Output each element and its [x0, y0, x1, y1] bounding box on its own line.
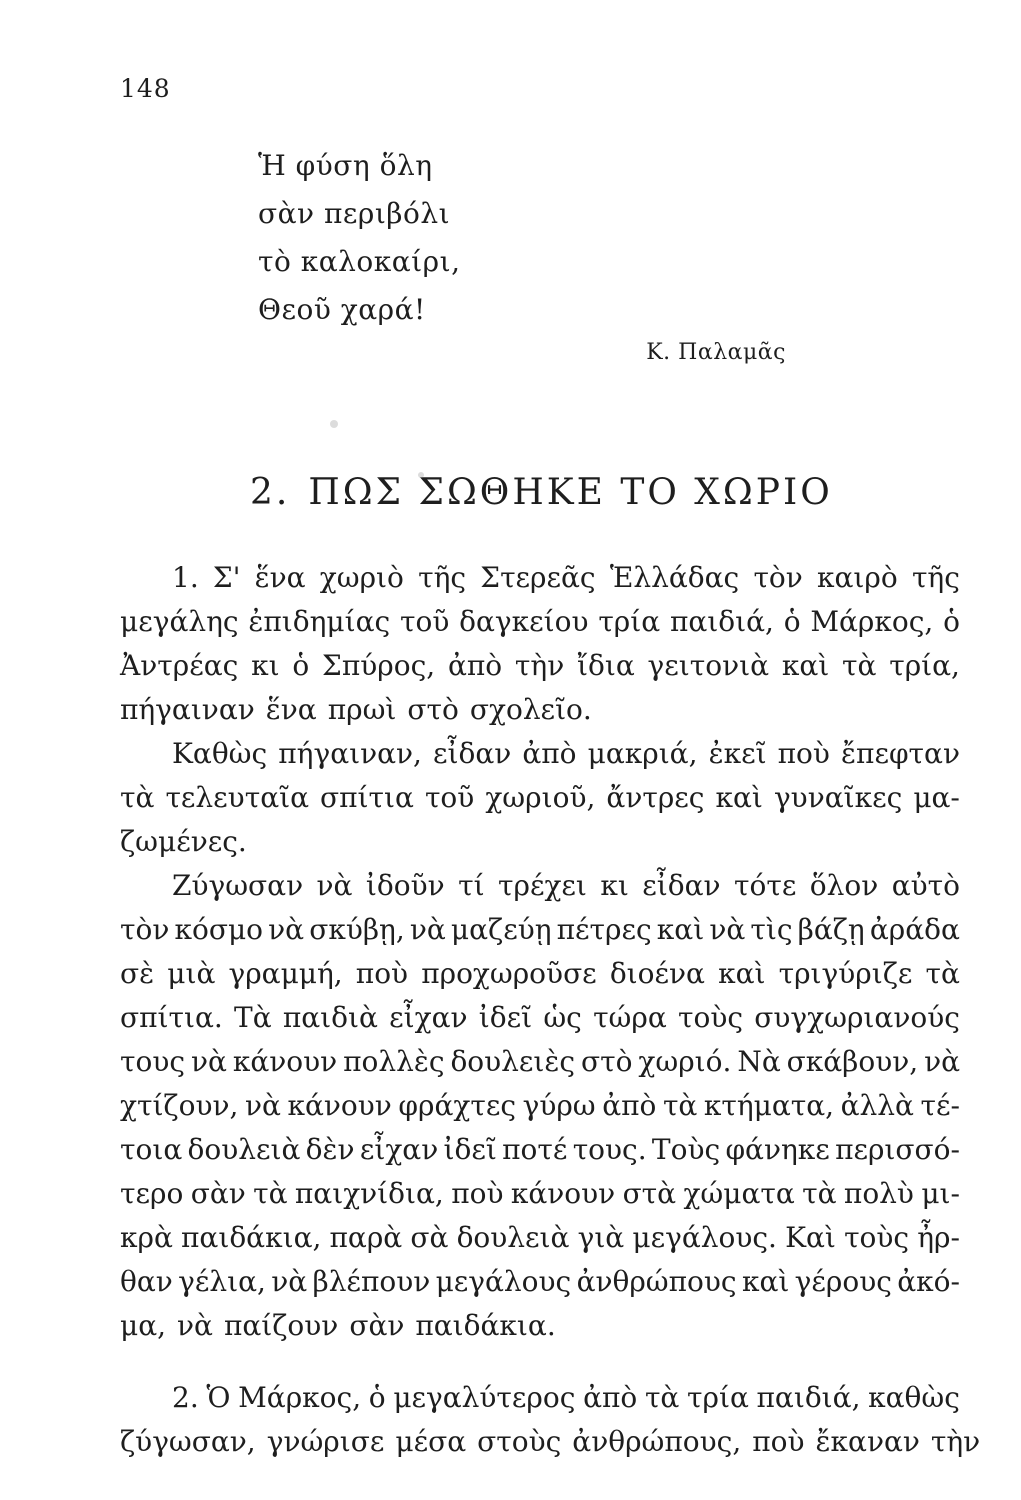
text-line: θαν γέλια, νὰ βλέπουν μεγάλους ἀνθρώπους καὶ γέρους ἀκό-: [120, 1265, 960, 1298]
text-line: τερο σὰν τὰ παιχνίδια, ποὺ κάνουν στὰ χώματα τὰ πολὺ μι-: [120, 1177, 960, 1210]
chapter-title-text: ΠΩΣ ΣΩΘΗΚΕ ΤΟ ΧΩΡΙΟ: [308, 472, 833, 513]
text-line: τους νὰ κάνουν πολλὲς δουλειὲς στὸ χωριό. Νὰ σκάβουν, νὰ: [120, 1045, 960, 1078]
text-line: Ζύγωσαν νὰ ἰδοῦν τί τρέχει κι εἶδαν τότε ὅλον αὐτὸ: [172, 869, 960, 902]
text-line: μεγάλης ἐπιδημίας τοῦ δαγκείου τρία παιδιά, ὁ Μάρκος, ὁ: [120, 605, 960, 638]
text-line: ζωμένες.: [120, 825, 247, 858]
poem-line: τὸ καλοκαίρι,: [258, 245, 461, 278]
text-line: τὸν κόσμο νὰ σκύβῃ, νὰ μαζεύῃ πέτρες καὶ νὰ τὶς βάζῃ ἀράδα: [120, 913, 960, 946]
text-line: 2. Ὁ Μάρκος, ὁ μεγαλύτερος ἀπὸ τὰ τρία παιδιά, καθὼς: [172, 1381, 960, 1414]
poem-author: Κ. Παλαμᾶς: [646, 340, 786, 365]
paragraph-gap: [120, 1348, 960, 1376]
page-number: 148: [120, 74, 171, 103]
text-line: πήγαιναν ἕνα πρωὶ στὸ σχολεῖο.: [120, 693, 592, 726]
poem-epigraph: [258, 142, 461, 334]
text-line: κρὰ παιδάκια, παρὰ σὰ δουλειὰ γιὰ μεγάλους. Καὶ τοὺς ἦρ-: [120, 1221, 960, 1254]
text-line: χτίζουν, νὰ κάνουν φράχτες γύρω ἀπὸ τὰ κτήματα, ἀλλὰ τέ-: [120, 1089, 960, 1122]
text-line: τὰ τελευταῖα σπίτια τοῦ χωριοῦ, ἄντρες καὶ γυναῖκες μα-: [120, 781, 960, 814]
text-line: σπίτια. Τὰ παιδιὰ εἶχαν ἰδεῖ ὡς τώρα τοὺς συγχωριανούς: [120, 1001, 960, 1034]
text-line: 1. Σ' ἕνα χωριὸ τῆς Στερεᾶς Ἑλλάδας τὸν καιρὸ τῆς: [172, 561, 960, 594]
paragraph: [120, 732, 960, 864]
text-line: τοια δουλειὰ δὲν εἶχαν ἰδεῖ ποτέ τους. Τοὺς φάνηκε περισσό-: [120, 1133, 960, 1166]
paragraph: [120, 864, 960, 1348]
text-line: μα, νὰ παίζουν σὰν παιδάκια.: [120, 1309, 556, 1342]
body-text: [120, 556, 981, 1464]
paragraph: [120, 556, 960, 732]
text-line: Καθὼς πήγαιναν, εἶδαν ἀπὸ μακριά, ἐκεῖ ποὺ ἔπεφταν: [172, 737, 960, 770]
chapter-number: 2.: [250, 472, 291, 513]
poem-line: Θεοῦ χαρά!: [258, 293, 426, 326]
paragraph: [120, 1376, 981, 1464]
poem-line: σὰν περιβόλι: [258, 197, 451, 230]
text-line: Ἀντρέας κι ὁ Σπύρος, ἀπὸ τὴν ἴδια γειτονιὰ καὶ τὰ τρία,: [120, 649, 960, 682]
text-line: σὲ μιὰ γραμμή, ποὺ προχωροῦσε διοένα καὶ τριγύριζε τὰ: [120, 957, 960, 990]
chapter-title: [250, 472, 833, 513]
text-line: ζύγωσαν, γνώρισε μέσα στοὺς ἀνθρώπους, ποὺ ἔκαναν τὴν: [120, 1425, 981, 1458]
scan-speck: [418, 472, 424, 478]
poem-line: Ἡ φύση ὅλη: [258, 149, 433, 182]
scan-speck: [330, 420, 338, 428]
